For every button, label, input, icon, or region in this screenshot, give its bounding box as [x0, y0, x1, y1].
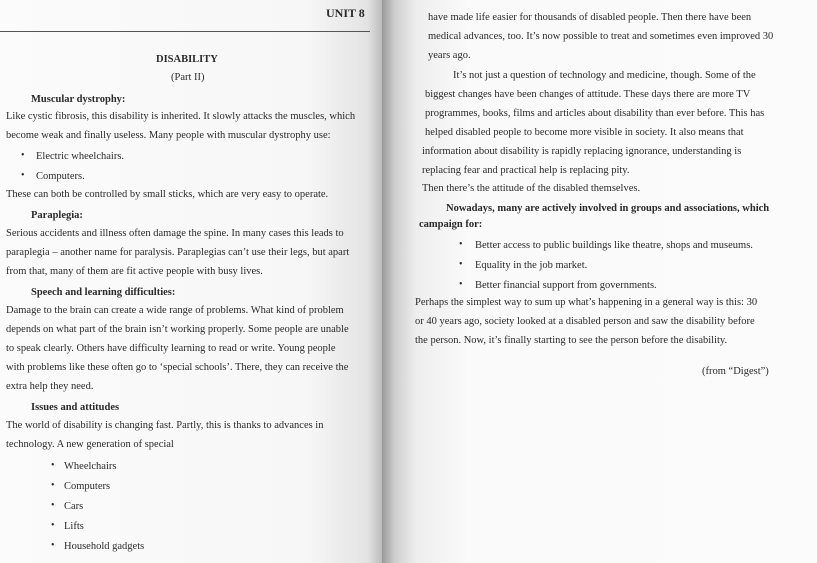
bullet-dot: •	[459, 259, 463, 270]
list-item: Wheelchairs	[64, 461, 117, 472]
paragraph-line: It’s not just a question of technology and medicine, though. Some of the	[453, 70, 756, 81]
heading-muscular-dystrophy: Muscular dystrophy:	[31, 94, 126, 105]
unit-header: UNIT 8	[326, 6, 365, 20]
bullet-dot: •	[459, 239, 463, 250]
paragraph-line: Damage to the brain can create a wide range of problems. What kind of problem	[6, 305, 344, 316]
heading-speech-learning: Speech and learning difficulties:	[31, 287, 176, 298]
paragraph-line: extra help they need.	[6, 381, 94, 392]
paragraph-line: programmes, books, films and articles about disability than ever before. This has	[425, 108, 765, 119]
paragraph-line: Perhaps the simplest way to sum up what’s happening in a general way is this: 30	[415, 297, 758, 308]
bullet-dot: •	[459, 279, 463, 290]
heading-paraplegia: Paraplegia:	[31, 210, 83, 221]
list-item: Electric wheelchairs.	[36, 151, 125, 162]
list-item: Computers	[64, 481, 111, 492]
paragraph-line: have made life easier for thousands of disabled people. Then there have been	[428, 12, 752, 23]
paragraph-line: replacing fear and practical help is replacing pity.	[422, 165, 630, 176]
paragraph-line: or 40 years ago, society looked at a disabled person and saw the disability before	[415, 316, 755, 327]
left-page	[0, 0, 382, 563]
paragraph-line: Then there’s the attitude of the disabled themselves.	[422, 183, 641, 194]
header-rule	[0, 31, 370, 32]
paragraph-line: become weak and finally useless. Many people with muscular dystrophy use:	[6, 130, 331, 141]
bullet-dot: •	[51, 500, 55, 511]
paragraph-line: biggest changes have been changes of attitude. These days there are more TV	[425, 89, 751, 100]
paragraph-line: years ago.	[428, 50, 471, 61]
bullet-dot: •	[51, 540, 55, 551]
page-subtitle: (Part II)	[171, 72, 205, 83]
list-item: Equality in the job market.	[475, 260, 588, 271]
paragraph-line: depends on what part of the brain isn’t working properly. Some people are unable	[6, 324, 349, 335]
page-title: DISABILITY	[156, 54, 218, 65]
paragraph-line: helped disabled people to become more visible in society. It also means that	[425, 127, 744, 138]
list-item: Better financial support from governments.	[475, 280, 657, 291]
list-item: Better access to public buildings like theatre, shops and museums.	[475, 240, 753, 251]
paragraph-line: Like cystic fibrosis, this disability is inherited. It slowly attacks the muscles, which	[6, 111, 356, 122]
list-item: Computers.	[36, 171, 85, 182]
bullet-dot: •	[51, 460, 55, 471]
paragraph-line: the person. Now, it’s finally starting to see the person before the disability.	[415, 335, 728, 346]
bullet-dot: •	[21, 150, 25, 161]
paragraph-line: to speak clearly. Others have difficulty learning to read or write. Young people	[6, 343, 336, 354]
paragraph-line: Serious accidents and illness often damage the spine. In many cases this leads to	[6, 228, 344, 239]
paragraph-line: information about disability is rapidly replacing ignorance, understanding is	[422, 146, 742, 157]
source-citation: (from “Digest”)	[702, 366, 769, 377]
paragraph-line-bold: campaign for:	[419, 219, 483, 230]
bullet-dot: •	[51, 480, 55, 491]
paragraph-line-bold: Nowadays, many are actively involved in groups and associations, which	[446, 203, 770, 214]
paragraph-line: technology. A new generation of special	[6, 439, 174, 450]
bullet-dot: •	[21, 170, 25, 181]
bullet-dot: •	[51, 520, 55, 531]
paragraph-line: The world of disability is changing fast. Partly, this is thanks to advances in	[6, 420, 324, 431]
paragraph-line: paraplegia – another name for paralysis. Paraplegias can’t use their legs, but apart	[6, 247, 350, 258]
list-item: Household gadgets	[64, 541, 145, 552]
right-page	[382, 0, 817, 563]
list-item: Lifts	[64, 521, 84, 532]
list-item: Cars	[64, 501, 84, 512]
paragraph-line: from that, many of them are fit active people with busy lives.	[6, 266, 263, 277]
paragraph-line: with problems like these often go to ‘special schools’. There, they can receive the	[6, 362, 349, 373]
paragraph-line: medical advances, too. It’s now possible to treat and sometimes even improved 30	[428, 31, 774, 42]
heading-issues-attitudes: Issues and attitudes	[31, 402, 120, 413]
paragraph-line: These can both be controlled by small sticks, which are very easy to operate.	[6, 189, 329, 200]
